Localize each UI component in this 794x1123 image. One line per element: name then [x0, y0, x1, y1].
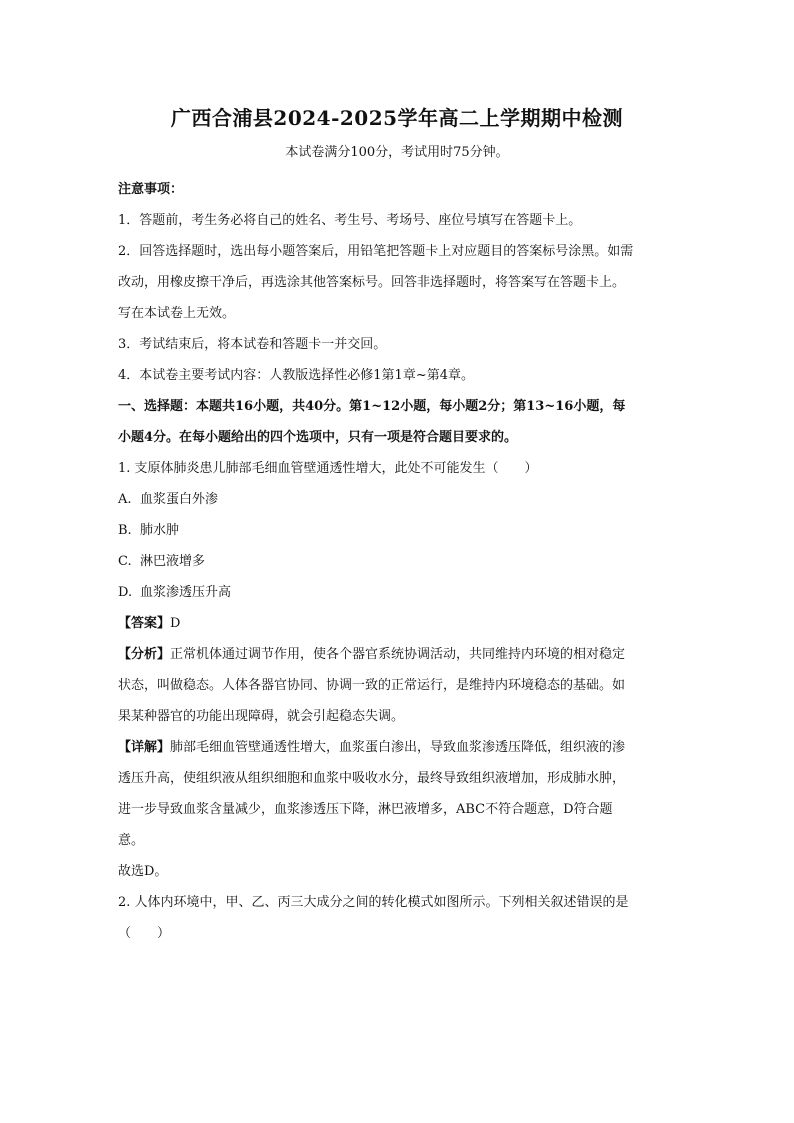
option-text: 血浆蛋白外渗 [140, 492, 219, 507]
question-1-option-a [118, 484, 678, 515]
notes-heading: 注意事项： [118, 182, 184, 197]
page-title: 广西合浦县2024-2025学年高二上学期期中检测 [170, 106, 624, 130]
question-1-detail [118, 732, 678, 763]
option-letter: B. [118, 523, 132, 538]
notes-item: 4．本试卷主要考试内容：人教版选择性必修1第1章~第4章。 [118, 368, 474, 383]
detail-tag: 【详解】 [118, 740, 171, 755]
answer-value: D [170, 616, 181, 631]
analysis-line: 果某种器官的功能出现障碍，就会引起稳态失调。 [118, 709, 405, 724]
question-1-option-d [118, 577, 678, 608]
detail-line: 意。 [118, 833, 145, 848]
question-1-conclusion: 故选D。 [118, 864, 168, 879]
notes-item: 2．回答选择题时，选出每小题答案后，用铅笔把答题卡上对应题目的答案标号涂黑。如需 [118, 244, 634, 259]
question-2-stem-continued: （ ） [118, 926, 171, 941]
exam-info: 本试卷满分100分，考试用时75分钟。 [285, 145, 509, 160]
section-instructions: 小题4分。在每小题给出的四个选项中，只有一项是符合题目要求的。 [118, 430, 518, 445]
document-body [118, 174, 678, 949]
answer-tag: 【答案】 [118, 616, 171, 631]
analysis-line: 状态，叫做稳态。人体各器官协同、协调一致的正常运行，是维持内环境稳态的基础。如 [118, 678, 626, 693]
question-1-answer [118, 608, 678, 639]
question-1-option-c [118, 546, 678, 577]
option-letter: A. [118, 492, 132, 507]
notes-item: 1．答题前，考生务必将自己的姓名、考生号、考场号、座位号填写在答题卡上。 [118, 213, 582, 228]
question-2-stem: 2. 人体内环境中，甲、乙、丙三大成分之间的转化模式如图所示。下列相关叙述错误的是 [118, 895, 629, 910]
notes-item: 3．考试结束后，将本试卷和答题卡一并交回。 [118, 337, 387, 352]
detail-line: 透压升高，使组织液从组织细胞和血浆中吸收水分，最终导致组织液增加，形成肺水肿， [118, 771, 626, 786]
question-1-analysis [118, 639, 678, 670]
question-1-stem: 1. 支原体肺炎患儿肺部毛细血管壁通透性增大，此处不可能发生（ ） [118, 461, 538, 476]
section-instructions: 一、选择题：本题共16小题，共40分。第1~12小题，每小题2分；第13~16小题，每 [118, 399, 626, 414]
detail-line: 进一步导致血浆含量减少，血浆渗透压下降，淋巴液增多，ABC不符合题意，D符合题 [118, 802, 613, 817]
option-text: 血浆渗透压升高 [140, 585, 232, 600]
analysis-text: 正常机体通过调节作用，使各个器官系统协调活动，共同维持内环境的相对稳定 [170, 647, 626, 662]
notes-item: 改动，用橡皮擦干净后，再选涂其他答案标号。回答非选择题时，将答案写在答题卡上。 [118, 275, 626, 290]
option-letter: C. [118, 554, 132, 569]
detail-text: 肺部毛细血管壁通透性增大，血浆蛋白渗出，导致血浆渗透压降低，组织液的渗 [170, 740, 626, 755]
option-text: 肺水肿 [140, 523, 180, 538]
notes-item: 写在本试卷上无效。 [118, 306, 236, 321]
analysis-tag: 【分析】 [118, 647, 171, 662]
option-letter: D. [118, 585, 133, 600]
option-text: 淋巴液增多 [140, 554, 206, 569]
question-1-option-b [118, 515, 678, 546]
